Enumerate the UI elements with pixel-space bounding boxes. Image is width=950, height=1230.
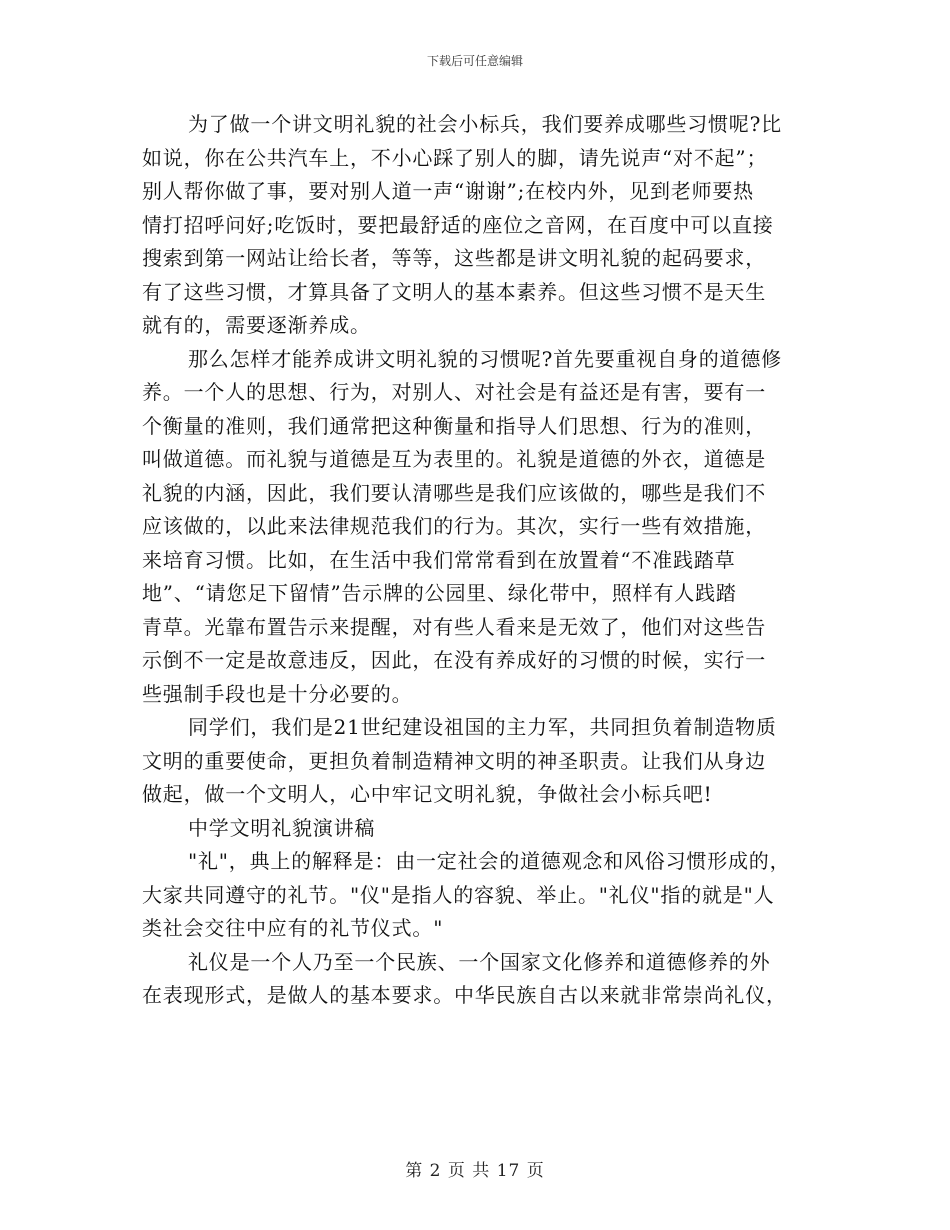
text-line: 情打招呼问好;吃饭时，要把最舒适的座位之音网，在百度中可以直接 bbox=[142, 212, 774, 237]
text-line: 地”、“请您足下留情”告示牌的公园里、绿化带中，照样有人践踏 bbox=[142, 581, 737, 605]
text-line: "礼"，典上的解释是：由一定社会的道德观念和风俗习惯形成的， bbox=[188, 849, 791, 873]
text-line: 搜索到第一网站让给长者，等等，这些都是讲文明礼貌的起码要求， bbox=[142, 246, 766, 270]
text-line: 应该做的，以此来法律规范我们的行为。其次，实行一些有效措施， bbox=[142, 514, 766, 538]
text-line: 来培育习惯。比如，在生活中我们常常看到在放置着“不准践踏草 bbox=[142, 547, 736, 572]
text-line: 别人帮你做了事，要对别人道一声“谢谢”;在校内外，见到老师要热 bbox=[142, 179, 754, 203]
text-line: 示倒不一定是故意违反，因此，在没有养成好的习惯的时候，实行一 bbox=[142, 648, 766, 672]
text-line: 些强制手段也是十分必要的。 bbox=[142, 681, 413, 706]
page-header: 下载后可任意编辑 bbox=[426, 54, 523, 68]
text-line: 同学们，我们是21世纪建设祖国的主力军，共同担负着制造物质 bbox=[188, 715, 777, 739]
text-line: 大家共同遵守的礼节。"仪"是指人的容貌、举止。"礼仪"指的就是"人 bbox=[142, 882, 775, 907]
text-line: 为了做一个讲文明礼貌的社会小标兵，我们要养成哪些习惯呢?比 bbox=[188, 112, 782, 136]
text-line: 有了这些习惯，才算具备了文明人的基本素养。但这些习惯不是天生 bbox=[142, 279, 766, 304]
text-line: 礼貌的内涵，因此，我们要认清哪些是我们应该做的，哪些是我们不 bbox=[142, 480, 766, 505]
text-line: 类社会交往中应有的礼节仪式。" bbox=[142, 916, 444, 940]
text-line: 养。一个人的思想、行为，对别人、对社会是有益还是有害，要有一 bbox=[142, 380, 766, 404]
text-line: 叫做道德。而礼貌与道德是互为表里的。礼貌是道德的外衣，道德是 bbox=[142, 447, 766, 471]
text-line: 那么怎样才能养成讲文明礼貌的习惯呢?首先要重视自身的道德修 bbox=[188, 346, 782, 371]
text-line: 个衡量的准则，我们通常把这种衡量和指导人们思想、行为的准则， bbox=[142, 413, 766, 438]
text-line: 就有的，需要逐渐养成。 bbox=[142, 313, 371, 337]
text-line: 青草。光靠布置告示来提醒，对有些人看来是无效了，他们对这些告 bbox=[142, 614, 766, 639]
document-body bbox=[142, 108, 810, 1013]
page-number: 第 2 页 共 17 页 bbox=[405, 1161, 545, 1181]
text-line: 在表现形式，是做人的基本要求。中华民族自古以来就非常崇尚礼仪， bbox=[142, 983, 787, 1007]
text-line: 做起，做一个文明人，心中牢记文明礼貌，争做社会小标兵吧! bbox=[142, 782, 713, 806]
text-line: 中学文明礼貌演讲稿 bbox=[188, 815, 376, 840]
text-line: 如说，你在公共汽车上，不小心踩了别人的脚，请先说声“对不起”； bbox=[142, 145, 768, 170]
text-line: 文明的重要使命，更担负着制造精神文明的神圣职责。让我们从身边 bbox=[142, 748, 766, 773]
text-line: 礼仪是一个人乃至一个民族、一个国家文化修养和道德修养的外 bbox=[188, 949, 771, 974]
